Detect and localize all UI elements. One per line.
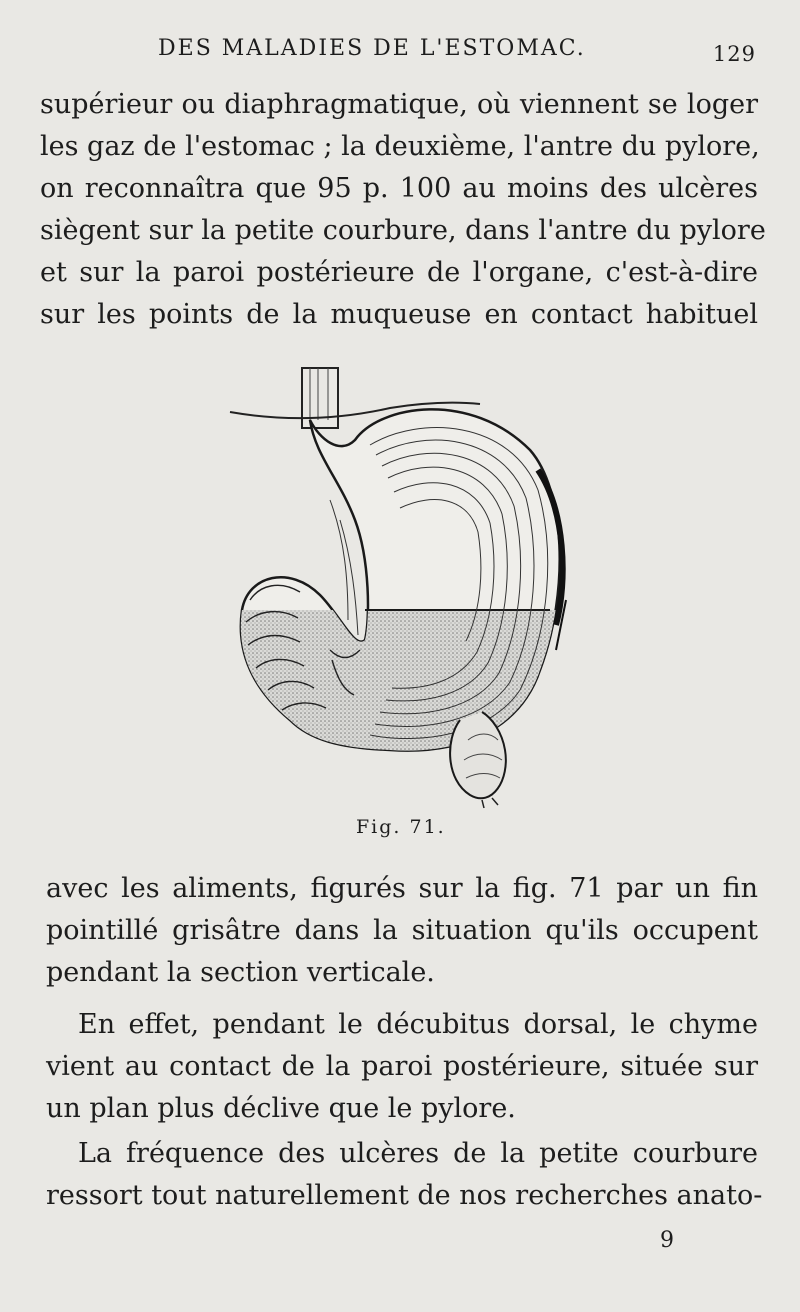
text-line: ressort tout naturellement de nos recherches anato- [46, 1180, 763, 1211]
text-line: pointillé grisâtre dans la situation qu'ils occupent [46, 915, 758, 946]
stomach-illustration-icon [220, 360, 580, 810]
text-line: siègent sur la petite courbure, dans l'antre du pylore [40, 215, 766, 246]
text-line: on reconnaîtra que 95 p. 100 au moins des ulcères [40, 173, 758, 204]
text-line: et sur la paroi postérieure de l'organe, c'est-à-dire [40, 257, 758, 288]
text-line: un plan plus déclive que le pylore. [46, 1093, 516, 1124]
signature-number: 9 [660, 1228, 674, 1253]
stomach-figure [220, 360, 580, 810]
page-number: 129 [712, 42, 756, 66]
running-title: DES MALADIES DE L'ESTOMAC. [158, 36, 586, 61]
text-line: vient au contact de la paroi postérieure, située sur [46, 1051, 758, 1082]
text-line: sur les points de la muqueuse en contact habituel [40, 299, 758, 330]
text-line: En effet, pendant le décubitus dorsal, le chyme [78, 1009, 758, 1040]
text-line: avec les aliments, figurés sur la fig. 71 par un fin [46, 873, 758, 904]
paragraph-4 [46, 1133, 763, 1217]
paragraph-3 [46, 1004, 758, 1130]
text-line: les gaz de l'estomac ; la deuxième, l'antre du pylore, [40, 131, 760, 162]
paragraph-1 [40, 84, 766, 336]
text-line: supérieur ou diaphragmatique, où viennent se loger [40, 89, 758, 120]
paragraph-2 [46, 868, 758, 994]
text-line: La fréquence des ulcères de la petite courbure [78, 1138, 758, 1169]
text-line: pendant la section verticale. [46, 957, 435, 988]
figure-caption: Fig. 71. [356, 816, 446, 838]
